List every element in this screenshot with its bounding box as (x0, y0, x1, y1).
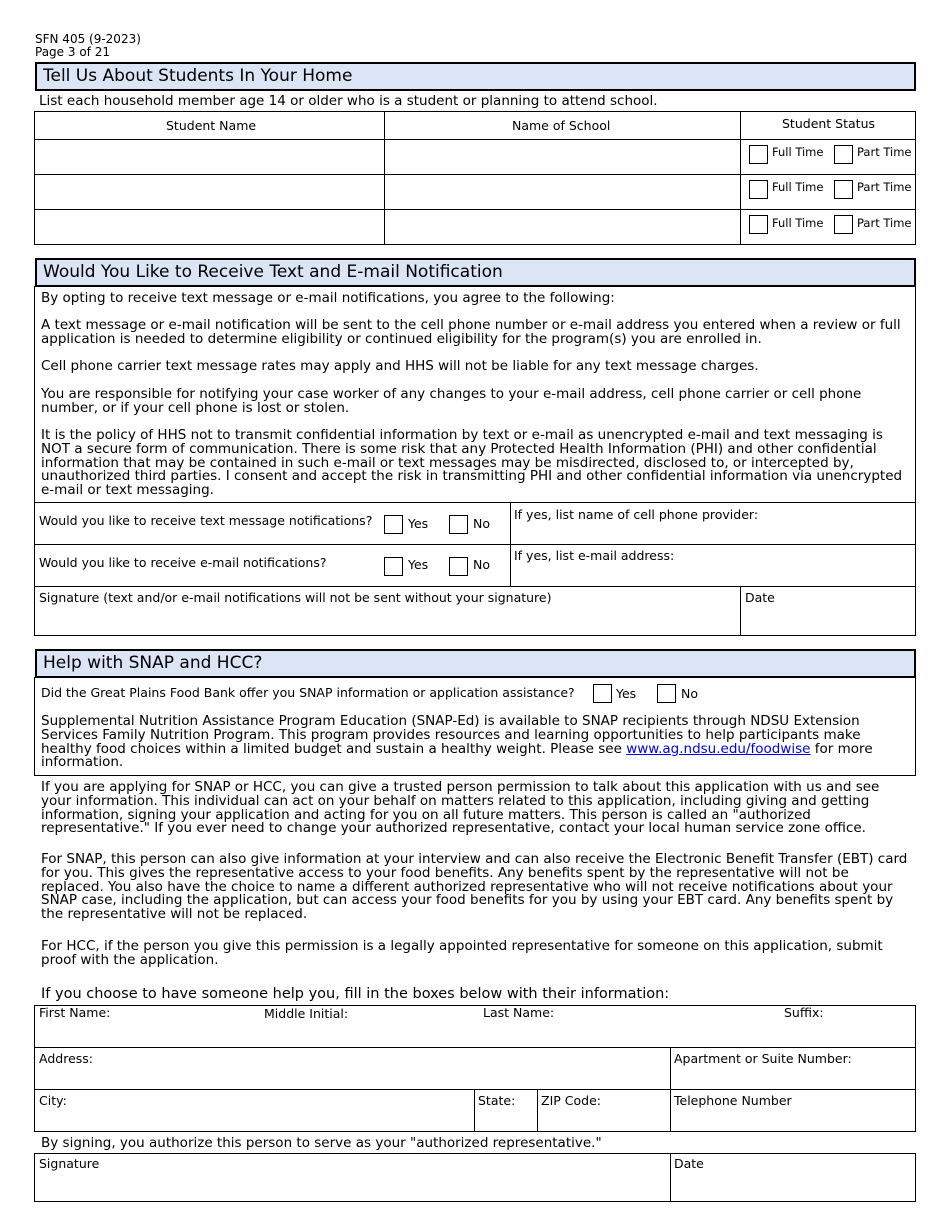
email-no-checkbox[interactable] (449, 557, 468, 576)
full-time-checkbox[interactable] (749, 180, 768, 199)
school-name-input[interactable] (385, 210, 740, 244)
notification-policy: It is the policy of HHS not to transmit confidential information by text or e-mail as unencrypted e-mail and text messaging is NOT a secure form of communication. There is some risk that any Protected Health Information (PHI) and other confidential information that may be contained in such e-mail or text messages may be misdirected, disclosed to, or intercepted by, unauthorized third parties. I consent and accept the risk in transmitting PHI and other confidential information via unencrypted e-mail or text messaging. (41, 427, 903, 499)
full-time-label: Full Time (772, 216, 824, 230)
apt-label: Apartment or Suite Number: (674, 1051, 852, 1066)
email-yes-label: Yes (408, 557, 429, 572)
snap-ed-text: Supplemental Nutrition Assistance Program Education (SNAP-Ed) is available to SNAP recipients through NDSU Extension Services Family Nutrition Program. This program provides resources and learning opportunities to help participants make healthy food choices within a limited budget and sustain a healthy weight. Please see (41, 713, 861, 757)
state-input[interactable] (475, 1108, 537, 1131)
students-instruction: List each household member age 14 or older who is a student or planning to attend school. (39, 93, 658, 109)
part-time-checkbox[interactable] (834, 145, 853, 164)
middle-initial-input[interactable] (262, 1022, 480, 1046)
email-address-label: If yes, list e-mail address: (514, 548, 675, 563)
part-time-checkbox[interactable] (834, 215, 853, 234)
email-notification-question: Would you like to receive e-mail notifications? (39, 555, 327, 570)
text-yes-label: Yes (408, 516, 429, 531)
notification-paragraph: A text message or e-mail notification will be sent to the cell phone number or e-mail address you entered when a review or full application is needed to determine eligibility or continued eligibility for the program(s) you are enrolled in. (41, 317, 901, 347)
last-name-input[interactable] (482, 1022, 782, 1046)
last-name-label: Last Name: (483, 1005, 555, 1020)
email-address-input[interactable] (511, 564, 915, 585)
email-yes-checkbox[interactable] (384, 557, 403, 576)
cell-provider-label: If yes, list name of cell phone provider: (514, 507, 759, 522)
first-name-input[interactable] (35, 1022, 260, 1046)
rep-date-input[interactable] (671, 1172, 915, 1201)
address-label: Address: (39, 1051, 93, 1066)
apt-input[interactable] (671, 1066, 915, 1088)
notification-signature-label: Signature (text and/or e-mail notifications will not be sent without your signature) (39, 590, 552, 605)
foodbank-no-label: No (681, 686, 698, 701)
rep-signature-input[interactable] (35, 1172, 670, 1201)
text-no-checkbox[interactable] (449, 515, 468, 534)
email-no-label: No (473, 557, 490, 572)
text-notification-question: Would you like to receive text message notifications? (39, 513, 373, 528)
full-time-checkbox[interactable] (749, 215, 768, 234)
phone-label: Telephone Number (674, 1093, 792, 1108)
full-time-checkbox[interactable] (749, 145, 768, 164)
snap-ed-paragraph (41, 715, 911, 770)
notification-signature-input[interactable] (35, 606, 740, 635)
authorize-text: By signing, you authorize this person to serve as your "authorized representative." (41, 1135, 602, 1151)
foodbank-question: Did the Great Plains Food Bank offer you SNAP information or application assistance? (41, 685, 575, 700)
zip-input[interactable] (538, 1108, 670, 1131)
snap-section-title: Help with SNAP and HCC? (35, 649, 916, 678)
rep-signature-label: Signature (39, 1156, 100, 1171)
snap-rep-paragraph: For SNAP, this person can also give information at your interview and can also receive the Electronic Benefit Transfer (EBT) card for you. This gives the representative access to your food benefits. Any benefits spent by the representative will not be replaced. You also have the choice to name a different authorized representative who will not receive notifications about your SNAP case, including the application, but can access your food benefits for you by using your EBT card. Any benefits spent by the representative will not be replaced. (41, 851, 908, 923)
authorized-rep-paragraph: If you are applying for SNAP or HCC, you can give a trusted person permission to talk about this application with us and see your information. This individual can act on your behalf on matters related to this application, including giving and getting information, signing your application and acting for you on all future matters. This person is called an "authorized representative." If you ever need to change your authorized representative, contact your local human service zone office. (41, 779, 880, 837)
col-school-name: Name of School (512, 118, 611, 133)
notification-section-title: Would You Like to Receive Text and E-mail Notification (35, 258, 916, 287)
city-label: City: (39, 1093, 67, 1108)
full-time-label: Full Time (772, 145, 824, 159)
part-time-label: Part Time (857, 216, 912, 230)
notification-intro: By opting to receive text message or e-mail notifications, you agree to the following: (41, 290, 615, 306)
text-yes-checkbox[interactable] (384, 515, 403, 534)
school-name-input[interactable] (385, 175, 740, 209)
part-time-label: Part Time (857, 145, 912, 159)
student-name-input[interactable] (35, 140, 384, 174)
first-name-label: First Name: (39, 1005, 111, 1020)
zip-label: ZIP Code: (541, 1093, 601, 1108)
suffix-input[interactable] (784, 1022, 915, 1046)
rep-date-label: Date (674, 1156, 704, 1171)
cell-provider-input[interactable] (511, 522, 915, 543)
address-input[interactable] (35, 1066, 670, 1088)
form-id: SFN 405 (9-2023) (35, 32, 141, 46)
state-label: State: (478, 1093, 516, 1108)
part-time-checkbox[interactable] (834, 180, 853, 199)
city-input[interactable] (35, 1108, 474, 1131)
foodwise-link[interactable]: www.ag.ndsu.edu/foodwise (626, 740, 811, 757)
page-number: Page 3 of 21 (35, 45, 110, 59)
students-section-title: Tell Us About Students In Your Home (35, 62, 916, 91)
notification-date-label: Date (745, 590, 775, 605)
school-name-input[interactable] (385, 140, 740, 174)
snap-ed-tail: for more information. (41, 740, 873, 771)
student-name-input[interactable] (35, 210, 384, 244)
student-name-input[interactable] (35, 175, 384, 209)
part-time-label: Part Time (857, 180, 912, 194)
fill-instruction: If you choose to have someone help you, fill in the boxes below with their information: (41, 986, 670, 1002)
foodbank-yes-checkbox[interactable] (593, 684, 612, 703)
col-student-status: Student Status (782, 116, 876, 131)
suffix-label: Suffix: (784, 1005, 824, 1020)
phone-input[interactable] (671, 1108, 915, 1131)
notification-paragraph: Cell phone carrier text message rates may apply and HHS will not be liable for any text message charges. (41, 358, 759, 374)
middle-initial-label: Middle Initial: (264, 1006, 349, 1021)
foodbank-no-checkbox[interactable] (657, 684, 676, 703)
full-time-label: Full Time (772, 180, 824, 194)
foodbank-yes-label: Yes (616, 686, 637, 701)
notification-date-input[interactable] (741, 606, 915, 635)
notification-paragraph: You are responsible for notifying your case worker of any changes to your e-mail address, cell phone carrier or cell phone number, or if your cell phone is lost or stolen. (41, 386, 862, 416)
col-student-name: Student Name (166, 118, 257, 133)
hcc-rep-paragraph: For HCC, if the person you give this permission is a legally appointed representative for someone on this application, submit proof with the application. (41, 938, 883, 968)
text-no-label: No (473, 516, 490, 531)
